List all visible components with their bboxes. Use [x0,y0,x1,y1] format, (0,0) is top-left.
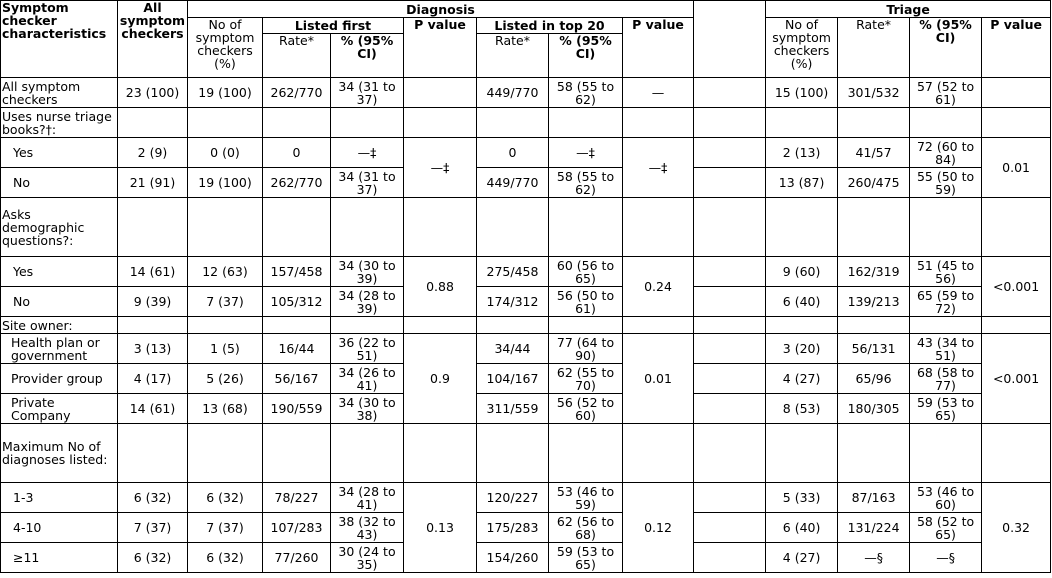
cell: 34 (28 to 39) [331,287,404,317]
cell: 56 (52 to 60) [549,394,623,424]
spacer-cell [694,168,766,198]
col-header-characteristics: Symptom checker characteristics [1,1,118,78]
cell: 9 (39) [118,287,188,317]
row-label: All symptom checkers [1,78,118,108]
col-header-triage-p: P value [982,18,1051,78]
cell: 7 (37) [188,513,263,543]
cell: 2 (13) [766,138,838,168]
cell: 23 (100) [118,78,188,108]
p-value-cell: 0.01 [982,138,1051,198]
col-header-all-checkers: All symptom checkers [118,1,188,78]
col-header-triage-rate: Rate* [838,18,910,78]
cell: 56/167 [263,364,331,394]
cell: 157/458 [263,257,331,287]
p-value-cell: 0.9 [404,334,477,424]
spacer-cell [694,394,766,424]
table-row [1,394,1051,424]
cell: 58 (55 to 62) [549,168,623,198]
table-row [1,483,1051,513]
cell: 72 (60 to 84) [910,138,982,168]
spacer-cell [694,364,766,394]
row-label: 1-3 [1,483,118,513]
table-row [1,334,1051,364]
p-value-cell: 0.32 [982,483,1051,573]
cell: — [623,78,694,108]
cell: 77/260 [263,543,331,573]
cell: 21 (91) [118,168,188,198]
cell: 6 (32) [188,483,263,513]
cell: 58 (55 to 62) [549,78,623,108]
col-header-diagnosis: Diagnosis [188,1,694,18]
spacer-cell [694,483,766,513]
cell: 8 (53) [766,394,838,424]
cell: 65 (59 to 72) [910,287,982,317]
cell: 13 (68) [188,394,263,424]
cell: 275/458 [477,257,549,287]
cell: 62 (55 to 70) [549,364,623,394]
col-header-listed-top20: Listed in top 20 [477,18,623,34]
section-label: Site owner: [1,317,118,334]
table-row [1,543,1051,573]
table-row [1,257,1051,287]
cell: 36 (22 to 51) [331,334,404,364]
cell: 43 (34 to 51) [910,334,982,364]
cell: 6 (32) [118,543,188,573]
col-header-listed-first-pct: % (95% CI) [331,34,404,78]
cell: 6 (40) [766,287,838,317]
section-label: Maximum No of diagnoses listed: [1,424,118,483]
cell: 104/167 [477,364,549,394]
cell: 6 (32) [118,483,188,513]
spacer-cell [694,543,766,573]
table-row [1,168,1051,198]
p-value-cell: 0.13 [404,483,477,573]
cell: 311/559 [477,394,549,424]
p-value-cell: <0.001 [982,334,1051,424]
cell: 12 (63) [188,257,263,287]
p-value-cell: 0.88 [404,257,477,317]
cell: 3 (20) [766,334,838,364]
cell: 60 (56 to 65) [549,257,623,287]
spacer-cell [694,78,766,108]
spacer-cell [694,287,766,317]
section-label: Uses nurse triage books?†: [1,108,118,138]
p-value-cell: 0.01 [623,334,694,424]
cell: 53 (46 to 59) [549,483,623,513]
cell: 180/305 [838,394,910,424]
cell: 57 (52 to 61) [910,78,982,108]
cell: 16/44 [263,334,331,364]
p-value-cell: —‡ [404,138,477,198]
row-label: ≥11 [1,543,118,573]
cell: 4 (27) [766,543,838,573]
cell: 34 (26 to 41) [331,364,404,394]
col-header-triage-pct: % (95% CI) [910,18,982,78]
row-label: Health plan or government [1,334,118,364]
row-label: No [1,287,118,317]
cell: 56 (50 to 61) [549,287,623,317]
cell: 13 (87) [766,168,838,198]
cell: 87/163 [838,483,910,513]
spacer-cell [694,138,766,168]
cell: 9 (60) [766,257,838,287]
col-header-top20-p: P value [623,18,694,78]
cell: 3 (13) [118,334,188,364]
cell: 5 (33) [766,483,838,513]
cell: 7 (37) [188,287,263,317]
cell: 56/131 [838,334,910,364]
row-label: Provider group [1,364,118,394]
table-row [1,78,1051,108]
row-label: No [1,168,118,198]
cell: 6 (32) [188,543,263,573]
section-row [1,424,1051,483]
cell: 139/213 [838,287,910,317]
cell: 262/770 [263,168,331,198]
col-header-diag-no-checkers: No of symptom checkers (%) [188,18,263,78]
table-row [1,287,1051,317]
cell: 58 (52 to 65) [910,513,982,543]
p-value-cell: 0.24 [623,257,694,317]
section-label: Asks demographic questions?: [1,198,118,257]
cell: 0 (0) [188,138,263,168]
cell: 30 (24 to 35) [331,543,404,573]
table-row [1,138,1051,168]
row-label: Yes [1,138,118,168]
cell: 15 (100) [766,78,838,108]
section-row [1,108,1051,138]
cell: 5 (26) [188,364,263,394]
cell: 34 (31 to 37) [331,78,404,108]
cell: 105/312 [263,287,331,317]
cell: 6 (40) [766,513,838,543]
cell: 34 (30 to 38) [331,394,404,424]
cell: 120/227 [477,483,549,513]
p-value-cell: —‡ [623,138,694,198]
cell [404,78,477,108]
cell: 175/283 [477,513,549,543]
table-row [1,513,1051,543]
cell: 34/44 [477,334,549,364]
cell: 34 (30 to 39) [331,257,404,287]
cell: 262/770 [263,78,331,108]
col-header-listed-first: Listed first [263,18,404,34]
cell: 55 (50 to 59) [910,168,982,198]
cell: 68 (58 to 77) [910,364,982,394]
cell: 34 (31 to 37) [331,168,404,198]
row-label: 4-10 [1,513,118,543]
cell: —‡ [549,138,623,168]
cell: 51 (45 to 56) [910,257,982,287]
cell: 34 (28 to 41) [331,483,404,513]
section-row [1,198,1051,257]
cell: 154/260 [477,543,549,573]
col-header-top20-pct: % (95% CI) [549,34,623,78]
cell: 2 (9) [118,138,188,168]
cell: 7 (37) [118,513,188,543]
cell: 77 (64 to 90) [549,334,623,364]
cell: 301/532 [838,78,910,108]
p-value-cell: 0.12 [623,483,694,573]
cell: 14 (61) [118,257,188,287]
cell: 260/475 [838,168,910,198]
cell: 62 (56 to 68) [549,513,623,543]
cell: 107/283 [263,513,331,543]
cell: 449/770 [477,78,549,108]
section-row [1,317,1051,334]
row-label: Yes [1,257,118,287]
col-header-listed-first-rate: Rate* [263,34,331,78]
cell: 190/559 [263,394,331,424]
cell [982,78,1051,108]
col-header-top20-rate: Rate* [477,34,549,78]
col-header-listed-first-p: P value [404,18,477,78]
p-value-cell: <0.001 [982,257,1051,317]
cell: 78/227 [263,483,331,513]
cell: —§ [910,543,982,573]
cell: 65/96 [838,364,910,394]
spacer-cell [694,334,766,364]
spacer-cell [694,513,766,543]
cell: 4 (27) [766,364,838,394]
cell: 1 (5) [188,334,263,364]
cell: 19 (100) [188,78,263,108]
col-header-triage-no-checkers: No of symptom checkers (%) [766,18,838,78]
cell: 14 (61) [118,394,188,424]
cell: 4 (17) [118,364,188,394]
cell: 19 (100) [188,168,263,198]
cell: 59 (53 to 65) [910,394,982,424]
cell: 53 (46 to 60) [910,483,982,513]
cell: 162/319 [838,257,910,287]
cell: —§ [838,543,910,573]
spacer-cell [694,257,766,287]
cell: 174/312 [477,287,549,317]
table-row [1,364,1051,394]
col-header-triage: Triage [766,1,1051,18]
cell: 0 [477,138,549,168]
cell: 0 [263,138,331,168]
row-label: Private Company [1,394,118,424]
cell: 41/57 [838,138,910,168]
cell: 59 (53 to 65) [549,543,623,573]
cell: 449/770 [477,168,549,198]
cell: 131/224 [838,513,910,543]
spacer-column [694,1,766,78]
cell: —‡ [331,138,404,168]
cell: 38 (32 to 43) [331,513,404,543]
